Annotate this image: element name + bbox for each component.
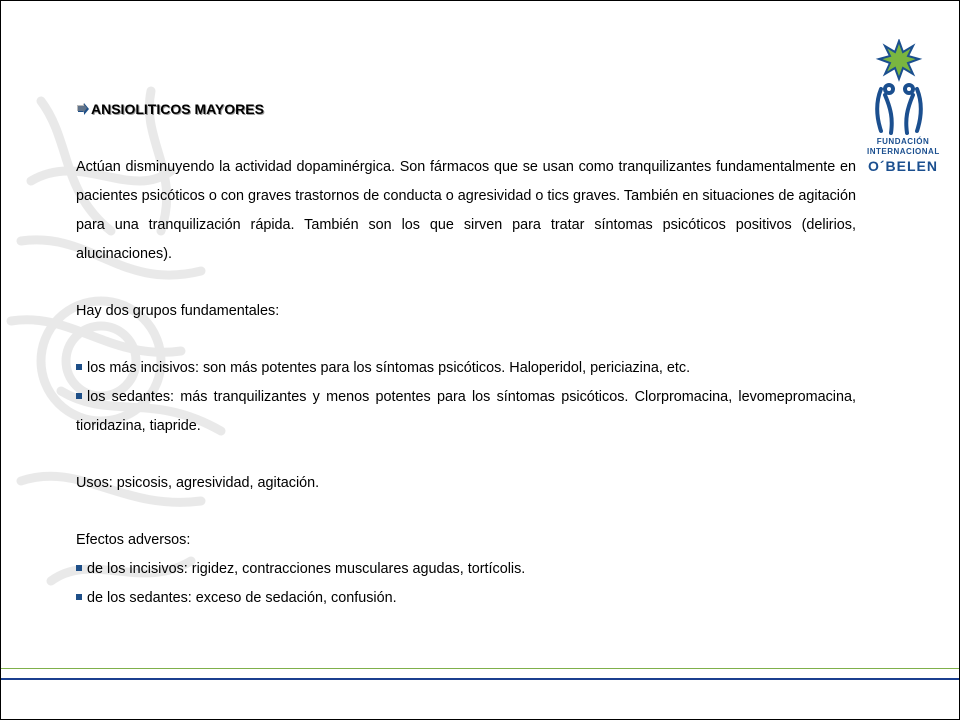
logo-line-fundacion: FUNDACIÓN — [876, 137, 930, 146]
square-bullet-icon — [76, 393, 82, 399]
uses-line: Usos: psicosis, agresividad, agitación. — [76, 475, 320, 491]
logo-line-internacional: INTERNACIONAL — [867, 147, 940, 156]
footer-divider-blue — [1, 678, 959, 680]
adverse-title: Efectos adversos: — [76, 532, 191, 548]
footer-divider-green — [1, 668, 959, 669]
square-bullet-icon — [76, 594, 82, 600]
arrow-bullet-icon — [77, 103, 89, 115]
list-item — [76, 383, 856, 441]
square-bullet-icon — [76, 364, 82, 370]
adverse-item-text: de los incisivos: rigidez, contracciones musculares agudas, tortícolis. — [87, 561, 526, 577]
content-body — [76, 153, 856, 613]
logo-line-obelen: O´BELEN — [868, 158, 938, 174]
intro-paragraph: Actúan disminuyendo la actividad dopaminérgica. Son fármacos que se usan como tranquilizantes fundamentalmente en pacientes psicóticos o con graves trastornos de conducta o agresividad o tics graves. También en situaciones de agitación para una tranquilización rápida. También son los que sirven para tratar síntomas psicóticos positivos (delirios, alucinaciones). — [76, 159, 856, 262]
list-item — [76, 584, 856, 613]
adverse-item-text: de los sedantes: exceso de sedación, confusión. — [87, 590, 397, 606]
group-item-text: los sedantes: más tranquilizantes y menos potentes para los síntomas psicóticos. Clorpromacina, levomepromacina, tioridazina, tiapride. — [76, 389, 856, 434]
group-item-text: los más incisivos: son más potentes para los síntomas psicóticos. Haloperidol, periciazina, etc. — [87, 360, 691, 376]
list-item — [76, 555, 856, 584]
heading-text: ANSIOLITICOS MAYORES — [91, 101, 264, 117]
section-heading — [77, 101, 264, 117]
list-item — [76, 354, 856, 383]
groups-intro: Hay dos grupos fundamentales: — [76, 303, 280, 319]
square-bullet-icon — [76, 565, 82, 571]
